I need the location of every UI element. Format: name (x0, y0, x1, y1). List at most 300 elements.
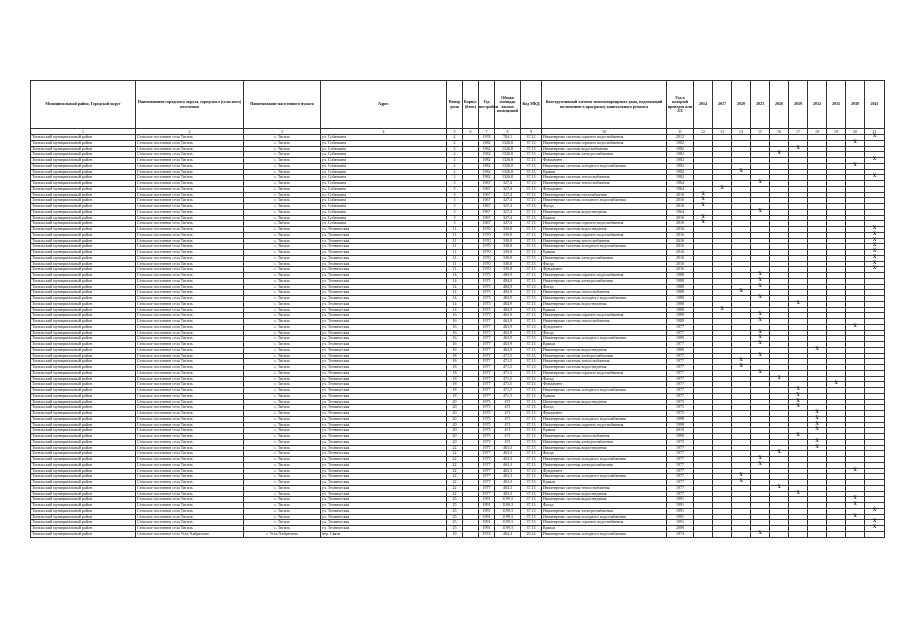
table-cell: Тигильский муниципальный район (31, 152, 136, 158)
table-cell: X (732, 169, 751, 175)
table-cell: 463,9 (495, 342, 521, 348)
table-cell: 1967 (479, 215, 495, 221)
table-cell: 1964 (667, 186, 694, 192)
table-cell: X (865, 250, 885, 256)
table-cell: Крыша (542, 307, 667, 313)
column-number: 5 (447, 129, 463, 135)
table-cell: Тигильский муниципальный район (31, 215, 136, 221)
table-cell: 37.13 (521, 462, 542, 468)
table-cell: 327,4 (495, 209, 521, 215)
table-cell: Сельское поселение села Тигиль (136, 480, 244, 486)
table-cell: с. Тигиль (244, 204, 321, 210)
table-cell: 37.13 (521, 152, 542, 158)
table-cell: X (846, 503, 865, 509)
table-cell: 1978 (479, 135, 495, 141)
table-cell: 2016 (667, 238, 694, 244)
table-cell: Сельское поселение села Тигиль (136, 422, 244, 428)
table-cell: Инженерные системы теплоснабжения (542, 434, 667, 440)
table-cell: 37.13 (521, 198, 542, 204)
table-cell: 1975 (479, 278, 495, 284)
table-cell: 1982 (667, 158, 694, 164)
table-cell: Тигильский муниципальный район (31, 163, 136, 169)
table-cell: с. Тигиль (244, 186, 321, 192)
table-cell: ул. Собачкина (321, 198, 447, 204)
table-cell: Фасад (542, 376, 667, 382)
table-cell: 1964 (667, 209, 694, 215)
table-cell: 1975 (667, 399, 694, 405)
table-cell: ул. Техническая (321, 284, 447, 290)
table-cell: Инженерные системы холодного водоснабжения (542, 514, 667, 520)
table-cell: Сельское поселение села Тигиль (136, 526, 244, 532)
table-cell: 11 (447, 267, 463, 273)
table-cell: 1988 (667, 307, 694, 313)
table-cell: 25 (447, 497, 463, 503)
table-cell: Крыша (542, 342, 667, 348)
table-cell: 3 (447, 186, 463, 192)
table-cell: Тигильский муниципальный район (31, 198, 136, 204)
table-cell: 1977 (667, 353, 694, 359)
table-cell: Тигильский муниципальный район (31, 175, 136, 181)
table-cell: ул. Техническая (321, 474, 447, 480)
table-cell: 1977 (479, 370, 495, 376)
table-cell: 2016 (667, 198, 694, 204)
table-cell: Фундамент (542, 267, 667, 273)
table-cell: 471 (495, 428, 521, 434)
table-cell: Фасад (542, 261, 667, 267)
table-cell: X (713, 307, 732, 313)
column-number: 12 (694, 129, 713, 135)
table-cell: 1988 (667, 296, 694, 302)
table-cell: 37.13 (521, 497, 542, 503)
column-header: 2041 (865, 81, 885, 129)
table-cell: Сельское поселение села Тигиль (136, 221, 244, 227)
table-cell: Тигильский муниципальный район (31, 376, 136, 382)
table-cell: 14 (447, 284, 463, 290)
table-cell: Фасад (542, 405, 667, 411)
table-cell: ул. Техническая (321, 382, 447, 388)
table-cell: 1982 (667, 152, 694, 158)
table-cell: с. Тигиль (244, 359, 321, 365)
table-cell: 1970 (479, 244, 495, 250)
table-cell: с. Тигиль (244, 462, 321, 468)
table-cell: 2016 (667, 215, 694, 221)
table-cell: 1977 (667, 457, 694, 463)
table-cell: Тигильский муниципальный район (31, 250, 136, 256)
table-cell: 1991 (667, 503, 694, 509)
table-cell: Крыша (542, 480, 667, 486)
table-cell: с. Тигиль (244, 503, 321, 509)
table-cell: Сельское поселение села Тигиль (136, 370, 244, 376)
table-cell: 37.13 (521, 508, 542, 514)
table-cell: 18 (447, 353, 463, 359)
table-cell: X (789, 146, 808, 152)
table-cell: ул. Техническая (321, 428, 447, 434)
table-cell: 37.13 (521, 319, 542, 325)
table-cell (827, 531, 846, 537)
table-cell: Сельское поселение села Тигиль (136, 278, 244, 284)
table-cell: Тигильский муниципальный район (31, 445, 136, 451)
table-cell: 2 (447, 175, 463, 181)
table-cell: Тигильский муниципальный район (31, 428, 136, 434)
table-cell: Тигильский муниципальный район (31, 365, 136, 371)
table-cell: 463,3 (495, 485, 521, 491)
table-cell: Тигильский муниципальный район (31, 411, 136, 417)
table-cell: 25 (447, 508, 463, 514)
table-cell: с. Тигиль (244, 261, 321, 267)
table-cell: 1982 (479, 140, 495, 146)
table-cell: с. Тигиль (244, 290, 321, 296)
table-cell: X (751, 353, 770, 359)
table-cell: 37.13 (521, 209, 542, 215)
table-cell: ул. Техническая (321, 491, 447, 497)
table-cell: 2016 (667, 204, 694, 210)
table-cell: ул. Техническая (321, 370, 447, 376)
table-cell: 1977 (667, 359, 694, 365)
table-cell: X (865, 255, 885, 261)
table-cell: 1991 (667, 520, 694, 526)
column-header: 2029 (789, 81, 808, 129)
table-cell: Тигильский муниципальный район (31, 336, 136, 342)
table-cell: 330,8 (495, 232, 521, 238)
table-cell: Сельское поселение села Тигиль (136, 324, 244, 330)
table-cell: X (808, 445, 827, 451)
table-cell: 330,8 (495, 244, 521, 250)
table-cell: 3 (447, 198, 463, 204)
column-number: 9 (521, 129, 542, 135)
table-cell: Инженерные системы водоотведения (542, 301, 667, 307)
table-cell: Сельское поселение села Тигиль (136, 175, 244, 181)
table-cell: 25 (447, 520, 463, 526)
table-cell: 1977 (667, 388, 694, 394)
table-cell: 37.13 (521, 457, 542, 463)
table-cell: 3 (447, 209, 463, 215)
table-cell: с. Тигиль (244, 370, 321, 376)
table-cell: 1982 (479, 158, 495, 164)
column-number: 1 (31, 129, 136, 135)
table-cell: 1988 (667, 301, 694, 307)
table-cell: ул. Собачкина (321, 140, 447, 146)
table-cell: 16 (447, 324, 463, 330)
table-cell: Сельское поселение села Тигиль (136, 227, 244, 233)
table-cell: с. Тигиль (244, 301, 321, 307)
column-number: 3 (244, 129, 321, 135)
table-cell: Сельское поселение села Тигиль (136, 232, 244, 238)
table-cell: с. Тигиль (244, 140, 321, 146)
table-cell: Инженерные системы водоотведения (542, 347, 667, 353)
table-cell: с. Тигиль (244, 267, 321, 273)
table-cell: 20 (447, 422, 463, 428)
table-cell: ул. Техническая (321, 411, 447, 417)
table-cell: Тигильский муниципальный район (31, 146, 136, 152)
table-cell: с. Тигиль (244, 347, 321, 353)
table-cell: 327,4 (495, 204, 521, 210)
table-cell: 37.13 (521, 399, 542, 405)
table-cell: ул. Техническая (321, 508, 447, 514)
table-cell: Фасад (542, 284, 667, 290)
table-cell: 1977 (479, 324, 495, 330)
table-cell: X (827, 382, 846, 388)
table-cell: X (751, 273, 770, 279)
table-cell: 37.13 (521, 290, 542, 296)
table-cell: 16 (447, 347, 463, 353)
table-header (31, 81, 885, 135)
table-cell: Фундамент (542, 382, 667, 388)
table-cell: 3 (447, 215, 463, 221)
table-cell: 37.13 (521, 192, 542, 198)
table-cell: X (732, 365, 751, 371)
table-cell: Тигильский муниципальный район (31, 186, 136, 192)
table-cell: ул. Техническая (321, 255, 447, 261)
table-cell: 37.13 (521, 434, 542, 440)
table-cell: 471,5 (495, 370, 521, 376)
table-cell: ул. Техническая (321, 434, 447, 440)
table-cell: Тигильский муниципальный район (31, 227, 136, 233)
table-cell: 1977 (479, 376, 495, 382)
table-cell: Сельское поселение села Тигиль (136, 290, 244, 296)
table-cell: Инженерные системы горячего водоснабжения (542, 135, 667, 141)
table-cell: ул. Техническая (321, 520, 447, 526)
table-cell: 1977 (479, 388, 495, 394)
table-cell: 484,9 (495, 307, 521, 313)
table-cell: 1977 (667, 474, 694, 480)
table-cell: 471 (495, 439, 521, 445)
table-cell: 463,3 (495, 468, 521, 474)
table-cell: с. Тигиль (244, 227, 321, 233)
column-header: Адрес (321, 81, 447, 129)
table-cell: Тигильский муниципальный район (31, 301, 136, 307)
table-cell: с. Тигиль (244, 250, 321, 256)
table-cell: ул. Техническая (321, 462, 447, 468)
table-cell: Инженерные системы холодного водоснабжения (542, 457, 667, 463)
table-cell: 1975 (479, 273, 495, 279)
column-header: Год в который проведен или XX (667, 81, 694, 129)
table-cell: 1967 (479, 186, 495, 192)
table-cell: X (751, 370, 770, 376)
table-cell: 2009 (667, 526, 694, 532)
table-cell: 37.13 (521, 365, 542, 371)
table-cell: 37.13 (521, 347, 542, 353)
table-cell: 1998 (667, 434, 694, 440)
table-cell: Тигильский муниципальный район (31, 399, 136, 405)
table-cell: 1970 (479, 250, 495, 256)
column-number: 11 (667, 129, 694, 135)
table-cell: 22 (447, 485, 463, 491)
table-cell: 471,5 (495, 388, 521, 394)
table-cell: ул. Техническая (321, 399, 447, 405)
table-cell: Тигильский муниципальный район (31, 284, 136, 290)
table-cell: ул. Техническая (321, 393, 447, 399)
table-cell: 1970 (479, 238, 495, 244)
table-cell: Инженерные системы электроснабжения (542, 152, 667, 158)
table-cell: Тигильский муниципальный район (31, 244, 136, 250)
table-cell: Инженерные системы холодного водоснабжения (542, 388, 667, 394)
table-cell: X (865, 526, 885, 532)
table-cell: Фасад (542, 451, 667, 457)
table-cell: 20 (447, 416, 463, 422)
table-cell: Тигильский муниципальный район (31, 480, 136, 486)
table-cell: ул. Техническая (321, 267, 447, 273)
table-cell: Тигильский муниципальный район (31, 232, 136, 238)
column-header: Код МКД (521, 81, 542, 129)
table-cell: Сельское поселение села Тигиль (136, 163, 244, 169)
table-cell: X (751, 336, 770, 342)
table-cell: Сельское поселение села Тигиль (136, 342, 244, 348)
table-cell: 464,4 (495, 531, 521, 537)
table-cell: 463,9 (495, 336, 521, 342)
table-cell: 1982 (479, 169, 495, 175)
table-cell: 37.13 (521, 342, 542, 348)
table-cell: Крыша (542, 393, 667, 399)
table-cell: 463,9 (495, 324, 521, 330)
table-cell: 1991 (667, 514, 694, 520)
table-cell: ул. Техническая (321, 227, 447, 233)
table-cell: 1967 (479, 192, 495, 198)
table-cell: 2016 (667, 261, 694, 267)
table-cell: ул. Техническая (321, 353, 447, 359)
table-cell: с. Тигиль (244, 491, 321, 497)
table-cell: 37.13 (521, 250, 542, 256)
table-cell: Инженерные системы водоотведения (542, 209, 667, 215)
table-cell: 463,9 (495, 319, 521, 325)
table-cell: Фундамент (542, 324, 667, 330)
table-cell: 471 (495, 434, 521, 440)
table-cell: Сельское поселение села Тигиль (136, 405, 244, 411)
table-cell: 18 (447, 365, 463, 371)
table-cell: 37.13 (521, 146, 542, 152)
table-cell: пер. Связи (321, 531, 447, 537)
table-cell: ул. Собачкина (321, 152, 447, 158)
table-cell: 1989 (667, 336, 694, 342)
table-cell: 2 (447, 140, 463, 146)
table-cell: ул. Техническая (321, 376, 447, 382)
table-cell: с. Тигиль (244, 497, 321, 503)
table-cell: Тигильский муниципальный район (31, 388, 136, 394)
table-cell: Сельское поселение села Тигиль (136, 445, 244, 451)
table-cell: 37.13 (521, 284, 542, 290)
table-cell: Инженерные системы холодного водоснабжения (542, 474, 667, 480)
table-cell: с. Тигиль (244, 152, 321, 158)
table-cell: 1977 (479, 491, 495, 497)
table-cell: 484,9 (495, 284, 521, 290)
table-cell: 37.13 (521, 181, 542, 187)
table-cell: 1988 (667, 284, 694, 290)
column-header: Номер дома (447, 81, 463, 129)
table-cell: Сельское поселение села Тигиль (136, 497, 244, 503)
table-cell: ул. Техническая (321, 336, 447, 342)
table-cell: X (751, 313, 770, 319)
table-cell: Тигильский муниципальный район (31, 273, 136, 279)
table-cell: X (846, 468, 865, 474)
table-cell: ул. Техническая (321, 405, 447, 411)
table-cell: 1975 (479, 307, 495, 313)
table-cell: с. Тигиль (244, 445, 321, 451)
table-cell: Сельское поселение села Тигиль (136, 186, 244, 192)
table-cell: 37.13 (521, 175, 542, 181)
table-cell: Сельское поселение села Тигиль (136, 503, 244, 509)
table-cell: Тигильский муниципальный район (31, 169, 136, 175)
table-cell: Инженерные системы газоснабжения (542, 192, 667, 198)
table-cell: 463,9 (495, 347, 521, 353)
table-cell: 1977 (479, 468, 495, 474)
table-cell: 327,4 (495, 181, 521, 187)
table-cell: с. Тигиль (244, 181, 321, 187)
table-cell: ул. Техническая (321, 451, 447, 457)
table-cell: 1977 (479, 480, 495, 486)
table-cell: Тигильский муниципальный район (31, 434, 136, 440)
table-cell: Сельское поселение села Тигиль (136, 514, 244, 520)
table-cell: Крыша (542, 250, 667, 256)
table-cell: 37.13 (521, 273, 542, 279)
table-cell: 37.13 (521, 238, 542, 244)
table-cell: 37.13 (521, 301, 542, 307)
table-cell: 1975 (667, 439, 694, 445)
table-cell: с. Тигиль (244, 158, 321, 164)
table-cell: 22 (447, 480, 463, 486)
table-cell: 1970 (479, 261, 495, 267)
table-cell: 3 (447, 221, 463, 227)
table-cell: 1977 (479, 313, 495, 319)
table-cell: 22 (447, 468, 463, 474)
table-cell: 1970 (479, 255, 495, 261)
table-cell: 18 (447, 376, 463, 382)
table-cell: X (751, 342, 770, 348)
table-cell: Тигильский муниципальный район (31, 497, 136, 503)
table-cell: 1974 (479, 531, 495, 537)
table-cell: Сельское поселение села Тигиль (136, 250, 244, 256)
table-cell: ул. Техническая (321, 416, 447, 422)
column-header: Наименование населенного пункта (244, 81, 321, 129)
table-cell: с. Тигиль (244, 382, 321, 388)
register-sheet (30, 80, 883, 538)
table-cell: ул. Собачкина (321, 209, 447, 215)
table-cell: 1991 (479, 503, 495, 509)
table-cell: 1982 (479, 152, 495, 158)
table-cell: Сельское поселение села Тигиль (136, 169, 244, 175)
table-cell: 20 (447, 428, 463, 434)
table-cell: 471,5 (495, 382, 521, 388)
table-cell: X (751, 209, 770, 215)
table-cell: Сельское поселение села Тигиль (136, 255, 244, 261)
table-cell: X (808, 416, 827, 422)
table-cell: 1989 (667, 347, 694, 353)
table-cell: 1975 (479, 428, 495, 434)
table-cell: 484,9 (495, 278, 521, 284)
table-cell: с. Тигиль (244, 192, 321, 198)
table-cell: 37.13 (521, 330, 542, 336)
table-cell: с. Тигиль (244, 411, 321, 417)
column-number: 6 (463, 129, 479, 135)
table-cell: Тигильский муниципальный район (31, 468, 136, 474)
table-cell: с. Тигиль (244, 422, 321, 428)
table-cell: 1989 (667, 313, 694, 319)
table-cell: 1199,3 (495, 497, 521, 503)
table-cell: Сельское поселение села Тигиль (136, 135, 244, 141)
table-cell: Сельское поселение села Тигиль (136, 307, 244, 313)
table-cell: с. Тигиль (244, 485, 321, 491)
table-cell: 1989 (667, 319, 694, 325)
table-cell: Сельское поселение села Тигиль (136, 261, 244, 267)
table-cell: Тигильский муниципальный район (31, 439, 136, 445)
table-cell: Тигильский муниципальный район (31, 342, 136, 348)
table-cell: 1982 (667, 140, 694, 146)
table-cell: X (808, 439, 827, 445)
table-cell: 1964 (667, 181, 694, 187)
column-number: 4 (321, 129, 447, 135)
table-cell: X (751, 531, 770, 537)
table-cell: 471 (495, 399, 521, 405)
table-cell: Инженерные системы холодного водоснабжения (542, 244, 667, 250)
table-cell: 37.13 (521, 376, 542, 382)
